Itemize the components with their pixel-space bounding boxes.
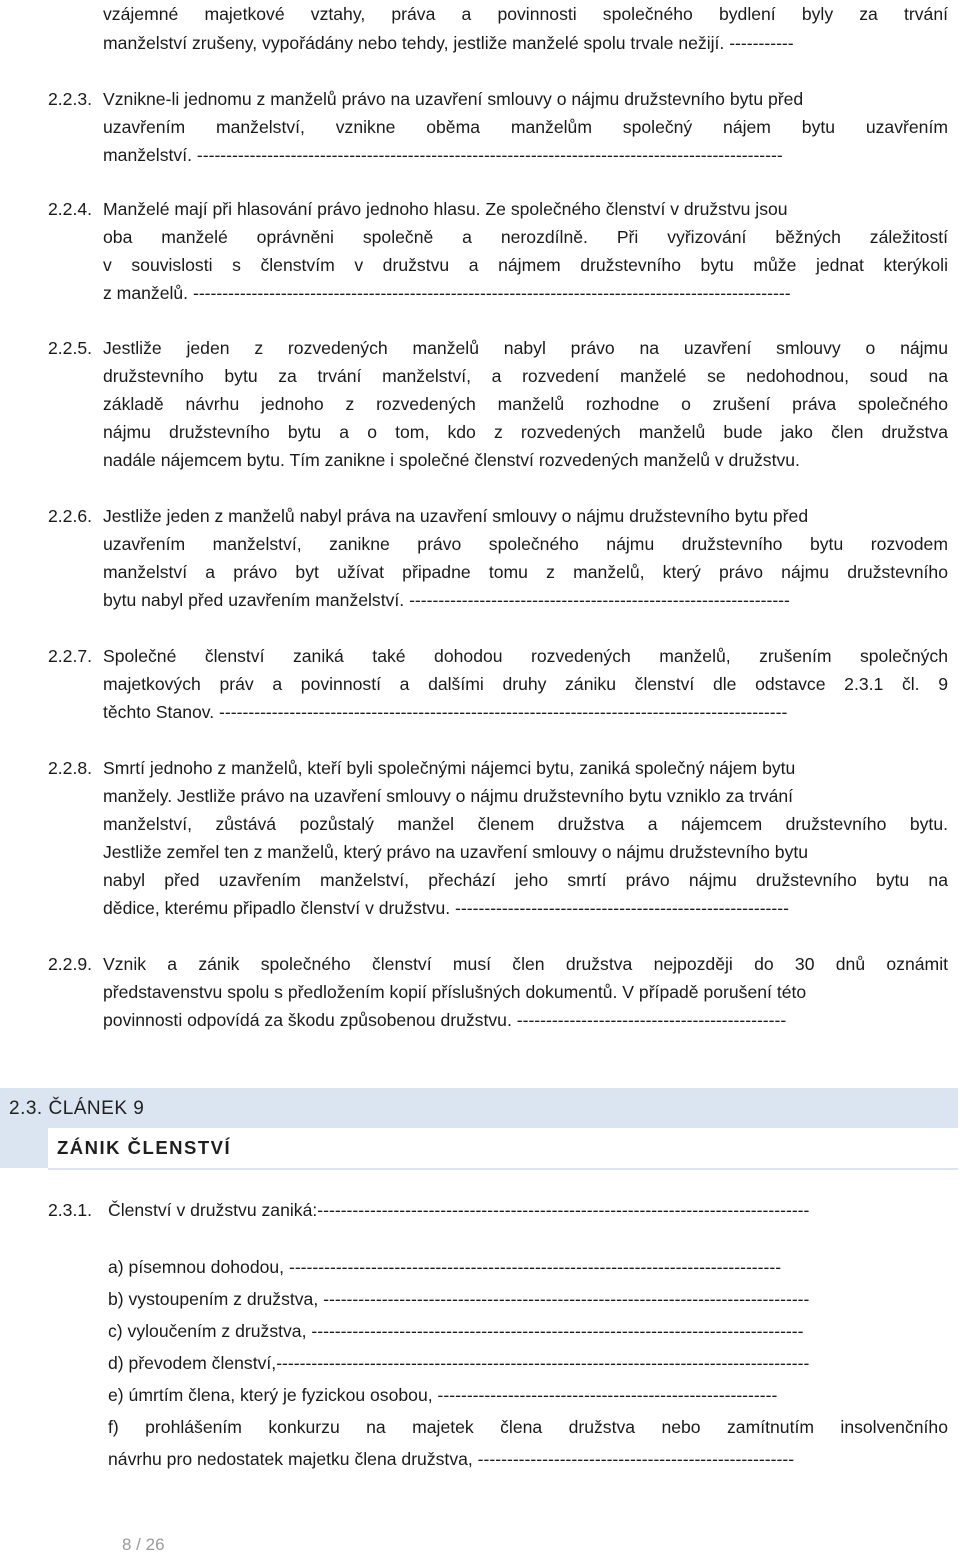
section-title: 2.3. ČLÁNEK 9 [9, 1098, 145, 1119]
paragraph-line: manželství a právo byt užívat připadne tomu z manželů, který právo nájmu družstevního [103, 562, 948, 582]
paragraph-line: základě návrhu jednoho z rozvedených manželů rozhodne o zrušení práva společného [103, 394, 948, 414]
paragraph-line: družstevního bytu za trvání manželství, a rozvedení manželé se nedohodnou, soud na [103, 366, 948, 386]
paragraph-line: Jestliže jeden z manželů nabyl práva na uzavření smlouvy o nájmu družstevního bytu před [103, 506, 809, 526]
page-number: 8 / 26 [122, 1535, 165, 1554]
list-item: d) převodem členství,------------------------------------------------------------------------------------------- [108, 1353, 810, 1373]
list-item: c) vyloučením z družstva, ------------------------------------------------------------------------------------ [108, 1321, 804, 1341]
paragraph-line: Smrtí jednoho z manželů, kteří byli společnými nájemci bytu, zaniká společný nájem bytu [103, 758, 796, 778]
list-item: návrhu pro nedostatek majetku člena družstva, ------------------------------------------------------ [108, 1449, 795, 1469]
paragraph-line: Členství v družstvu zaniká:------------------------------------------------------------------------------------ [108, 1200, 810, 1220]
paragraph-line: těchto Stanov. ------------------------------------------------------------------------------------------------- [103, 702, 788, 722]
list-item: f) prohlášením konkurzu na majetek člena družstva nebo zamítnutím insolvenčního [108, 1417, 948, 1437]
paragraph-number: 2.2.8. [48, 758, 93, 778]
paragraph-number: 2.2.6. [48, 506, 93, 526]
paragraph-line: Vznik a zánik společného členství musí člen družstva nejpozději do 30 dnů oznámit [103, 954, 948, 974]
list-item: e) úmrtím člena, který je fyzickou osobou, ---------------------------------------------------------- [108, 1385, 778, 1405]
paragraph-number: 2.3.1. [48, 1200, 93, 1220]
paragraph-line: oba manželé oprávněni společně a nerozdílně. Při vyřizování běžných záležitostí [103, 227, 948, 247]
paragraph-line: manželství, zůstává pozůstalý manžel členem družstva a nájemcem družstevního bytu. [103, 814, 948, 834]
paragraph-line: Jestliže jeden z rozvedených manželů nabyl právo na uzavření smlouvy o nájmu [103, 338, 948, 358]
paragraph-line: majetkových práv a povinností a dalšími druhy zániku členství dle odstavce 2.3.1 čl. 9 [103, 674, 948, 694]
paragraph-line: vzájemné majetkové vztahy, práva a povinnosti společného bydlení byly za trvání [103, 4, 948, 24]
paragraph-line: Vznikne-li jednomu z manželů právo na uzavření smlouvy o nájmu družstevního bytu před [103, 89, 804, 109]
paragraph-line: představenstvu spolu s předložením kopií příslušných dokumentů. V případě porušení této [103, 982, 807, 1002]
paragraph-line: manželství zrušeny, vypořádány nebo tehdy, jestliže manželé spolu trvale nežijí. ----------- [103, 33, 794, 53]
paragraph-line: Manželé mají při hlasování právo jednoho hlasu. Ze společného členství v družstvu jsou [103, 199, 788, 219]
paragraph-number: 2.2.4. [48, 199, 93, 219]
paragraph-line: z manželů. ------------------------------------------------------------------------------------------------------ [103, 283, 791, 303]
paragraph-line: nájmu družstevního bytu a o tom, kdo z rozvedených manželů bude jako člen družstva [103, 422, 948, 442]
list-item: b) vystoupením z družstva, ----------------------------------------------------------------------------------- [108, 1289, 810, 1309]
paragraph-line: manžely. Jestliže právo na uzavření smlouvy o nájmu družstevního bytu vzniklo za trvání [103, 786, 794, 806]
paragraph-line: nabyl před uzavřením manželství, přechází jeho smrtí právo nájmu družstevního bytu na [103, 870, 948, 890]
paragraph-line: v souvislosti s členstvím v družstvu a nájmem družstevního bytu může jednat kterýkoli [103, 255, 948, 275]
paragraph-line: uzavřením manželství, zanikne právo společného nájmu družstevního bytu rozvodem [103, 534, 948, 554]
paragraph-line: nadále nájemcem bytu. Tím zanikne i společné členství rozvedených manželů v družstvu. [103, 450, 800, 470]
paragraph-line: dědice, kterému připadlo členství v družstvu. --------------------------------------------------------- [103, 898, 789, 918]
paragraph-line: manželství. ---------------------------------------------------------------------------------------------------- [103, 145, 783, 165]
paragraph-line: Jestliže zemřel ten z manželů, který právo na uzavření smlouvy o nájmu družstevního bytu [103, 842, 809, 862]
paragraph-number: 2.2.9. [48, 954, 93, 974]
paragraph-number: 2.2.7. [48, 646, 93, 666]
paragraph-line: bytu nabyl před uzavřením manželství. ----------------------------------------------------------------- [103, 590, 790, 610]
section-subtitle: ZÁNIK ČLENSTVÍ [57, 1137, 232, 1158]
list-item: a) písemnou dohodou, ------------------------------------------------------------------------------------ [108, 1257, 782, 1277]
paragraph-line: uzavřením manželství, vznikne oběma manželům společný nájem bytu uzavřením [103, 117, 948, 137]
paragraph-number: 2.2.3. [48, 89, 93, 109]
paragraph-line: Společné členství zaniká také dohodou rozvedených manželů, zrušením společných [103, 646, 948, 666]
paragraph-number: 2.2.5. [48, 338, 93, 358]
paragraph-line: povinnosti odpovídá za škodu způsobenou družstvu. ---------------------------------------------- [103, 1010, 787, 1030]
